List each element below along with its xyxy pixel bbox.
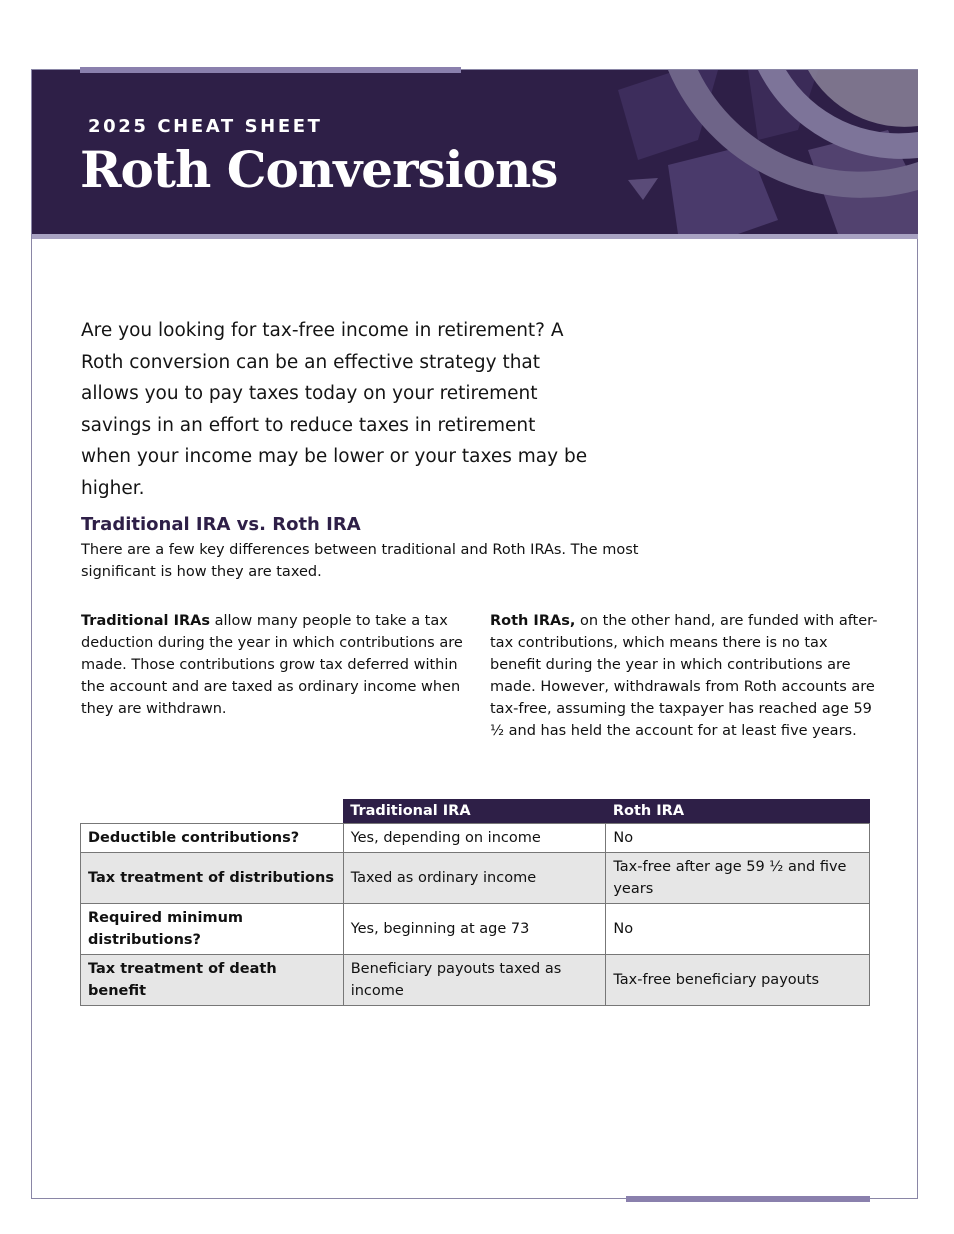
- row-label: Tax treatment of death benefit: [81, 955, 344, 1006]
- traditional-ira-body: allow many people to take a tax deduction during the year in which contributions are made. Those contributions grow tax deferred within the account and are taxed as ordinary income when they are withdrawn.: [81, 613, 463, 717]
- table-row: [81, 904, 870, 955]
- table-header-traditional: Traditional IRA: [343, 799, 606, 824]
- comparison-table: [80, 799, 870, 1006]
- intro-paragraph: Are you looking for tax-free income in retirement? A Roth conversion can be an effective strategy that allows you to pay taxes today on your retirement savings in an effort to reduce taxes in retirement when your income may be lower or your taxes may be higher.: [81, 320, 588, 499]
- section-heading: Traditional IRA vs. Roth IRA: [81, 514, 361, 535]
- row-label: Required minimum distributions?: [81, 904, 344, 955]
- decorative-shapes: [558, 70, 918, 234]
- footer-accent-bar: [626, 1196, 870, 1202]
- table-row: [81, 955, 870, 1006]
- traditional-cell: Yes, depending on income: [343, 824, 606, 853]
- traditional-cell: Taxed as ordinary income: [343, 853, 606, 904]
- table-header-blank: [81, 799, 344, 824]
- roth-ira-body: on the other hand, are funded with after-tax contributions, which means there is no tax benefit during the year in which contributions are made. However, withdrawals from Roth accounts are tax-free, assuming the taxpayer has reached age 59 ½ and has held the account for at least five years.: [490, 613, 878, 739]
- traditional-ira-lead: Traditional IRAs: [81, 613, 210, 629]
- traditional-ira-description: [81, 610, 466, 720]
- roth-ira-lead: Roth IRAs,: [490, 613, 576, 629]
- header-underline: [32, 234, 918, 239]
- roth-cell: Tax-free after age 59 ½ and five years: [606, 853, 870, 904]
- page-title: Roth Conversions: [80, 140, 558, 199]
- row-label: Tax treatment of distributions: [81, 853, 344, 904]
- row-label: Deductible contributions?: [81, 824, 344, 853]
- table-header-row: [81, 799, 870, 824]
- traditional-cell: Beneficiary payouts taxed as income: [343, 955, 606, 1006]
- roth-cell: No: [606, 824, 870, 853]
- table-row: [81, 824, 870, 853]
- header-accent-bar: [80, 67, 461, 73]
- eyebrow-label: 2025 CHEAT SHEET: [88, 116, 323, 137]
- traditional-cell: Yes, beginning at age 73: [343, 904, 606, 955]
- roth-cell: No: [606, 904, 870, 955]
- roth-ira-description: [490, 610, 882, 742]
- section-subtitle: There are a few key differences between traditional and Roth IRAs. The most significant is how they are taxed.: [81, 542, 639, 580]
- roth-cell: Tax-free beneficiary payouts: [606, 955, 870, 1006]
- table-row: [81, 853, 870, 904]
- table-header-roth: Roth IRA: [606, 799, 870, 824]
